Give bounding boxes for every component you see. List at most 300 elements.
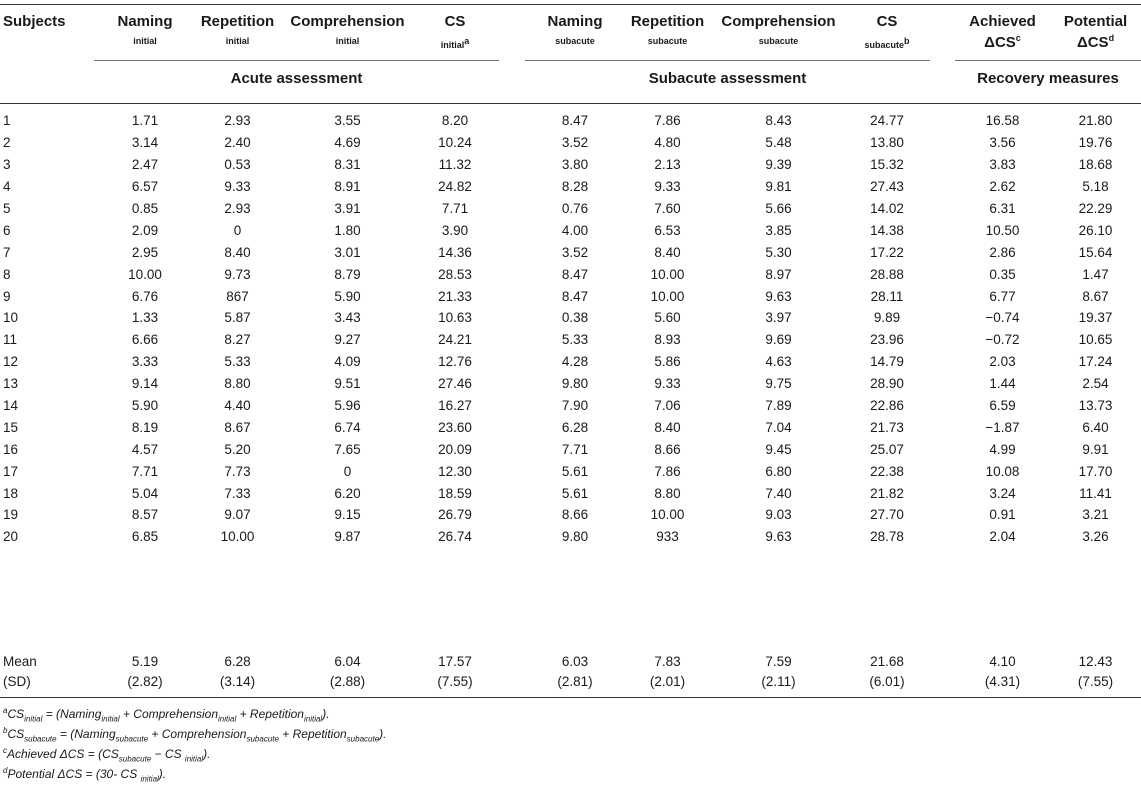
spacer-cell: [932, 351, 955, 373]
table-cell: 19.37: [1078, 310, 1113, 326]
table-cell: 867: [226, 288, 249, 304]
table-cell: 9.03: [765, 507, 792, 523]
sd-cell: (4.31): [984, 673, 1021, 689]
table-cell: 28.90: [870, 376, 904, 392]
spacer-cell: [500, 110, 530, 132]
table-cell: 1.71: [131, 113, 159, 129]
table-cell: 2.54: [1082, 376, 1109, 392]
header-cs-subacute: CS subacute$^b$: [864, 13, 910, 50]
spacer-cell: [500, 351, 530, 373]
table-cell: 9.33: [224, 179, 251, 195]
table-cell: 2.40: [224, 135, 251, 151]
subject-id-cell: 15: [3, 419, 19, 435]
table-cell: 7.73: [224, 463, 251, 479]
table-cell: 26.10: [1078, 222, 1113, 238]
table-cell: 21.73: [870, 419, 904, 435]
table-row: [0, 526, 1141, 548]
table-cell: 9.27: [334, 332, 361, 348]
table-cell: 0.38: [561, 310, 589, 326]
table-cell: 6.74: [334, 419, 361, 435]
table-cell: 8.20: [441, 113, 469, 129]
table-cell: 8.93: [654, 332, 681, 348]
table-row: [0, 482, 1141, 504]
table-cell: 27.70: [870, 507, 904, 523]
spacer-cell: [932, 504, 955, 526]
table-cell: 8.28: [561, 179, 589, 195]
mean-cell: 17.57: [438, 653, 472, 669]
footnote-c: $^c$Achieved $\Delta CS = (CS_{subacute}$ − CS $_{initial}$).: [3, 746, 211, 764]
table-cell: 9.89: [873, 310, 901, 326]
table-cell: 8.47: [561, 266, 589, 282]
table-cell: 7.65: [334, 441, 361, 457]
table-cell: 22.38: [870, 463, 904, 479]
spacer-cell: [932, 307, 955, 329]
subject-id-cell: 1: [3, 113, 11, 129]
table-cell: 8.43: [765, 113, 792, 129]
table-cell: 5.48: [765, 135, 792, 151]
table-cell: 3.14: [131, 135, 159, 151]
table-cell: 8.91: [334, 179, 361, 195]
table-cell: 5.86: [654, 354, 681, 370]
table-cell: 3.83: [989, 157, 1016, 173]
recovery-group-rule: [955, 60, 1141, 61]
subject-id-cell: 14: [3, 398, 19, 414]
table-cell: 0.91: [989, 507, 1016, 523]
table-cell: 8.27: [224, 332, 251, 348]
table-cell: 2.86: [989, 244, 1016, 260]
spacer-cell: [932, 176, 955, 198]
mean-cell: 7.83: [654, 653, 681, 669]
spacer-cell: [932, 198, 955, 220]
table-cell: 28.53: [438, 266, 472, 282]
sd-cell: (3.14): [219, 673, 256, 689]
table-cell: 6.20: [334, 485, 361, 501]
subject-id-cell: 11: [3, 332, 18, 348]
table-cell: 8.19: [131, 419, 159, 435]
table-row: [0, 373, 1141, 395]
table-cell: 2.09: [131, 222, 159, 238]
bottom-rule: [0, 697, 1141, 698]
mean-cell: 6.28: [224, 653, 251, 669]
table-cell: 8.57: [131, 507, 159, 523]
table-cell: 9.33: [654, 179, 681, 195]
subject-id-cell: 16: [3, 441, 19, 457]
sd-cell: (2.11): [761, 673, 796, 689]
acute-group-rule: [94, 60, 499, 61]
spacer-cell: [500, 241, 530, 263]
table-cell: 1.47: [1082, 266, 1109, 282]
top-rule: [0, 4, 1141, 5]
table-cell: 5.96: [334, 398, 361, 414]
table-cell: 28.78: [870, 529, 904, 545]
table-row: [0, 198, 1141, 220]
spacer-cell: [500, 176, 530, 198]
table-cell: 7.06: [654, 398, 681, 414]
table-cell: 1.80: [334, 222, 361, 238]
table-cell: 17.70: [1078, 463, 1113, 479]
table-cell: 2.95: [131, 244, 159, 260]
table-cell: 18.59: [438, 485, 472, 501]
table-cell: 19.76: [1078, 135, 1113, 151]
group-recovery-measures: Recovery measures: [977, 70, 1119, 87]
table-row: [0, 285, 1141, 307]
subject-id-cell: 6: [3, 222, 11, 238]
table-row: [0, 395, 1141, 417]
table-cell: 6.66: [131, 332, 159, 348]
table-cell: 9.75: [765, 376, 792, 392]
table-cell: 2.47: [131, 157, 159, 173]
sd-cell: (2.01): [649, 673, 686, 689]
table-cell: 11.32: [438, 157, 472, 173]
table-cell: 9.33: [654, 376, 681, 392]
table-cell: 0.85: [131, 201, 159, 216]
table-cell: 8.66: [654, 441, 681, 457]
table-cell: 21.80: [1078, 113, 1113, 129]
spacer-cell: [932, 395, 955, 417]
table-cell: 5.30: [765, 244, 792, 260]
table-cell: 9.80: [561, 529, 589, 545]
table-cell: 4.09: [334, 354, 361, 370]
spacer-cell: [932, 219, 955, 241]
mean-label: Mean: [3, 653, 37, 669]
table-cell: 7.86: [654, 463, 681, 479]
table-cell: 5.87: [224, 310, 251, 326]
table-cell: 7.04: [765, 419, 792, 435]
mean-cell: 6.04: [334, 653, 361, 669]
table-cell: 9.81: [765, 179, 792, 195]
table-cell: 8.80: [224, 376, 251, 392]
header-cs-initial: CS initial$^a$: [440, 13, 470, 50]
table-row: [0, 416, 1141, 438]
table-cell: 14.36: [438, 244, 472, 260]
table-cell: 3.26: [1082, 529, 1109, 545]
spacer-cell: [500, 482, 530, 504]
table-cell: 7.33: [224, 485, 251, 501]
sd-cell: (7.55): [437, 673, 473, 689]
table-cell: 5.18: [1082, 179, 1109, 195]
table-cell: 3.33: [131, 354, 159, 370]
table-cell: 5.66: [765, 201, 792, 216]
table-cell: 2.93: [224, 113, 251, 129]
table-cell: 3.24: [989, 485, 1016, 501]
table-cell: 3.01: [334, 244, 361, 260]
table-row: [0, 263, 1141, 285]
table-cell: 4.69: [334, 135, 361, 151]
table-cell: 3.91: [334, 201, 361, 216]
table-cell: 3.85: [765, 222, 792, 238]
table-cell: 24.77: [870, 113, 904, 129]
table-row: [0, 460, 1141, 482]
table-body: [0, 110, 1141, 548]
spacer-cell: [932, 110, 955, 132]
spacer-cell: [932, 373, 955, 395]
table-cell: 11.41: [1079, 485, 1112, 501]
mean-row: [0, 651, 1141, 671]
table-cell: 6.77: [989, 288, 1016, 304]
table-cell: 21.82: [870, 485, 904, 501]
spacer-cell: [932, 241, 955, 263]
table-cell: 5.90: [334, 288, 361, 304]
table-cell: 15.64: [1078, 244, 1113, 260]
subject-id-cell: 19: [3, 507, 19, 523]
subject-id-cell: 18: [3, 485, 19, 501]
table-cell: 4.28: [561, 354, 589, 370]
table-cell: 6.53: [654, 222, 681, 238]
table-cell: 1.33: [131, 310, 159, 326]
table-cell: 24.82: [438, 179, 472, 195]
spacer-cell: [500, 526, 530, 548]
spacer-cell: [500, 307, 530, 329]
table-row: [0, 351, 1141, 373]
table-cell: 6.31: [989, 201, 1016, 216]
table-cell: 8.67: [224, 419, 251, 435]
table-cell: 5.90: [131, 398, 159, 414]
table-cell: 4.63: [765, 354, 792, 370]
table-cell: 10.00: [650, 266, 685, 282]
table-cell: 26.74: [438, 529, 472, 545]
spacer-cell: [932, 154, 955, 176]
table-cell: 3.80: [561, 157, 589, 173]
header-naming-subacute: Naming subacute: [547, 13, 603, 46]
group-subacute-assessment: Subacute assessment: [648, 70, 807, 87]
table-cell: 3.43: [334, 310, 361, 326]
table-cell: 12.30: [438, 463, 472, 479]
table-cell: 8.97: [765, 266, 792, 282]
table-cell: 14.79: [870, 354, 904, 370]
table-cell: 6.59: [989, 398, 1016, 414]
table-cell: 24.21: [438, 332, 472, 348]
table-cell: 12.76: [438, 354, 472, 370]
table-cell: 10.24: [438, 135, 472, 151]
table-cell: 4.57: [131, 441, 159, 457]
table-cell: 22.86: [870, 398, 904, 414]
header-potential-delta-cs: Potential ΔCS$^d$: [1063, 13, 1128, 51]
sd-cell: (6.01): [869, 673, 905, 689]
table-cell: 21.33: [438, 288, 472, 304]
table-cell: 0.76: [561, 201, 589, 216]
subject-id-cell: 13: [3, 376, 19, 392]
spacer-cell: [932, 329, 955, 351]
spacer-cell: [932, 263, 955, 285]
subject-id-cell: 10: [3, 310, 19, 326]
table-cell: 4.99: [989, 441, 1016, 457]
spacer-cell: [500, 438, 530, 460]
table-cell: 3.97: [765, 310, 792, 326]
table-cell: 9.14: [131, 376, 159, 392]
table-cell: 28.88: [870, 266, 904, 282]
table-cell: 5.61: [561, 485, 589, 501]
table-cell: 8.47: [561, 113, 589, 129]
table-cell: 27.43: [870, 179, 904, 195]
table-cell: 7.90: [561, 398, 589, 414]
sd-cell: (7.55): [1077, 673, 1114, 689]
spacer-cell: [932, 438, 955, 460]
header-subjects: Subjects: [3, 13, 66, 30]
data-table: [0, 110, 1141, 548]
table-row: [0, 329, 1141, 351]
table-cell: 20.09: [438, 441, 472, 457]
spacer-cell: [932, 482, 955, 504]
table-cell: 13.80: [870, 135, 904, 151]
table-cell: 9.45: [765, 441, 792, 457]
table-cell: 7.71: [561, 441, 589, 457]
table-cell: 3.56: [989, 135, 1016, 151]
table-cell: 23.96: [870, 332, 904, 348]
subject-id-cell: 7: [3, 244, 11, 260]
table-cell: 15.32: [870, 157, 904, 173]
table-cell: 5.04: [131, 485, 159, 501]
table-cell: 27.46: [438, 376, 472, 392]
subject-id-cell: 8: [3, 266, 11, 282]
spacer-cell: [500, 285, 530, 307]
table-cell: 9.87: [334, 529, 361, 545]
table-cell: 0: [233, 222, 242, 238]
header-rule: [0, 103, 1141, 104]
table-cell: 3.52: [561, 244, 589, 260]
table-cell: 9.73: [224, 266, 251, 282]
footnote-a: $^aCS_{initial} = (Naming_{initial}$ + Comprehension$_{initial}$ + Repetition$_{initial}$).: [3, 706, 330, 724]
table-cell: 5.33: [561, 332, 589, 348]
spacer-cell: [500, 154, 530, 176]
table-cell: 0.53: [224, 157, 251, 173]
table-cell: 10.00: [650, 288, 685, 304]
table-cell: 8.40: [224, 244, 251, 260]
table-row: [0, 307, 1141, 329]
spacer-cell: [932, 285, 955, 307]
spacer-cell: [500, 460, 530, 482]
table-cell: 18.68: [1078, 157, 1113, 173]
table-row: [0, 132, 1141, 154]
table-cell: 26.79: [438, 507, 472, 523]
table-cell: 14.38: [870, 222, 904, 238]
table-cell: 10.00: [128, 266, 162, 282]
table-cell: 3.90: [441, 222, 469, 238]
spacer-cell: [500, 504, 530, 526]
table-cell: 3.55: [334, 113, 361, 129]
table-row: [0, 110, 1141, 132]
mean-cell: 21.68: [870, 653, 904, 669]
table-cell: 2.62: [989, 179, 1016, 195]
table-cell: 10.50: [985, 222, 1020, 238]
table-cell: 25.07: [870, 441, 904, 457]
table-cell: 5.33: [224, 354, 251, 370]
table-cell: 6.40: [1082, 419, 1109, 435]
table-cell: 22.29: [1078, 201, 1113, 216]
sd-label: (SD): [3, 673, 31, 689]
table-cell: 6.57: [131, 179, 159, 195]
header-repetition-subacute: Repetition subacute: [630, 13, 705, 46]
spacer-cell: [500, 395, 530, 417]
subject-id-cell: 17: [3, 463, 19, 479]
table-cell: −1.87: [985, 419, 1020, 435]
table-cell: 2.93: [224, 201, 251, 216]
spacer-cell: [500, 373, 530, 395]
table-cell: 10.00: [220, 529, 255, 545]
table-cell: 10.65: [1078, 332, 1113, 348]
table-cell: 5.20: [224, 441, 251, 457]
table-cell: 17.24: [1078, 354, 1113, 370]
subject-id-cell: 5: [3, 201, 11, 216]
table-cell: 9.63: [765, 288, 792, 304]
table-row: [0, 438, 1141, 460]
table-cell: 2.04: [989, 529, 1016, 545]
table-cell: 8.80: [654, 485, 681, 501]
table-cell: 5.61: [561, 463, 589, 479]
table-cell: −0.74: [985, 310, 1020, 326]
table-cell: 4.00: [561, 222, 589, 238]
table-cell: 8.40: [654, 419, 681, 435]
spacer-cell: [932, 460, 955, 482]
table-cell: 6.28: [561, 419, 589, 435]
table-cell: 7.89: [765, 398, 792, 414]
table-cell: 10.00: [650, 507, 685, 523]
mean-cell: 5.19: [131, 653, 159, 669]
spacer-cell: [500, 329, 530, 351]
table-cell: 28.11: [870, 288, 904, 304]
table-cell: 9.69: [765, 332, 792, 348]
header-comprehension-subacute: Comprehension subacute: [721, 13, 836, 46]
group-acute-assessment: Acute assessment: [230, 70, 363, 87]
table-cell: 2.13: [654, 157, 681, 173]
spacer-cell: [932, 132, 955, 154]
table-cell: 6.76: [131, 288, 159, 304]
table-row: [0, 219, 1141, 241]
table-cell: 7.71: [441, 201, 469, 216]
subject-id-cell: 3: [3, 157, 11, 173]
sd-cell: (2.81): [557, 673, 593, 689]
table-cell: 1.44: [989, 376, 1016, 392]
table-cell: 8.67: [1082, 288, 1109, 304]
table-cell: 9.07: [224, 507, 251, 523]
subacute-group-rule: [525, 60, 930, 61]
spacer-cell: [500, 263, 530, 285]
table-row: [0, 504, 1141, 526]
table-cell: 9.63: [765, 529, 792, 545]
header-naming-initial: Naming initial: [117, 13, 173, 46]
table-cell: 2.03: [989, 354, 1016, 370]
table-cell: 9.39: [765, 157, 792, 173]
table-cell: 5.60: [654, 310, 681, 326]
mean-cell: 7.59: [765, 653, 792, 669]
table-row: [0, 176, 1141, 198]
spacer-cell: [500, 132, 530, 154]
sd-row: [0, 671, 1141, 691]
table-cell: 9.80: [561, 376, 589, 392]
table-row: [0, 241, 1141, 263]
table-cell: 7.71: [131, 463, 159, 479]
spacer-cell: [932, 526, 955, 548]
table-cell: 8.40: [654, 244, 681, 260]
table-cell: 8.66: [561, 507, 589, 523]
subject-id-cell: 2: [3, 135, 11, 151]
sd-cell: (2.82): [127, 673, 163, 689]
table-cell: 8.31: [334, 157, 361, 173]
table-cell: 10.08: [985, 463, 1020, 479]
table-cell: 17.22: [870, 244, 904, 260]
header-comprehension-initial: Comprehension initial: [290, 13, 405, 46]
subject-id-cell: 20: [3, 529, 19, 545]
table-cell: 3.21: [1082, 507, 1109, 523]
sd-cell: (2.88): [329, 673, 366, 689]
mean-cell: 4.10: [989, 653, 1016, 669]
table-cell: 4.40: [224, 398, 251, 414]
footnote-d: $^d$Potential ΔCS = (30- CS $_{initial}$).: [3, 766, 167, 784]
mean-cell: 12.43: [1078, 653, 1113, 669]
spacer-cell: [932, 416, 955, 438]
table-cell: 933: [656, 529, 679, 545]
subject-id-cell: 12: [3, 354, 19, 370]
table-cell: 8.47: [561, 288, 589, 304]
